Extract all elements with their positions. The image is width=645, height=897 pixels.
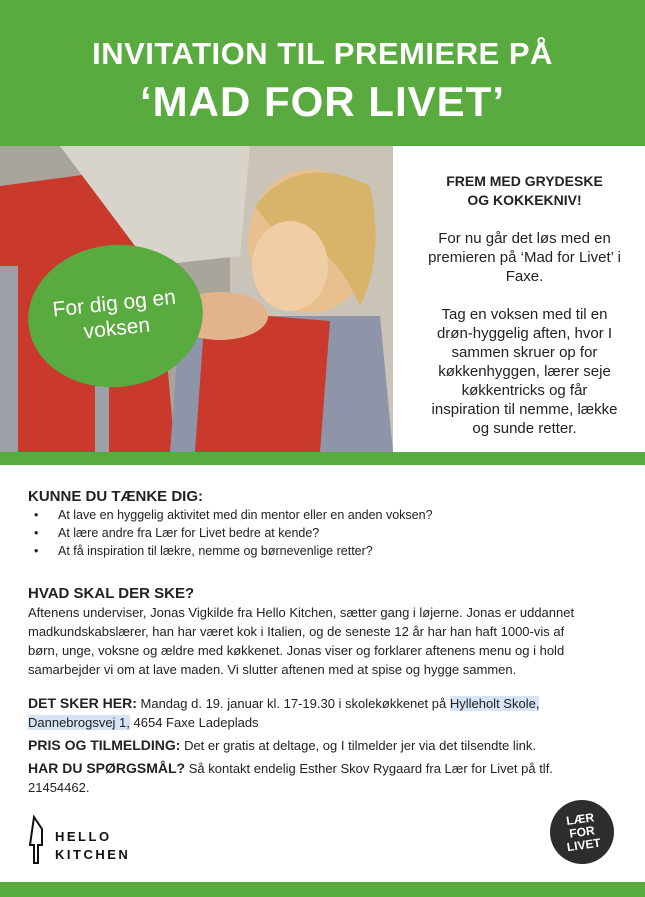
intro-panel [402, 172, 645, 457]
laer-for-livet-logo [546, 796, 618, 868]
program-line-4: samarbejder vi om at lave maden. Vi slutter aftenen med at spise og hygge sammen. [28, 662, 517, 677]
title-line-2: ‘MAD FOR LIVET’ [140, 78, 505, 125]
when-text: Mandag d. 19. januar kl. 17-19.30 i skolekøkkenet på [136, 696, 450, 711]
wishes-heading: KUNNE DU TÆNKE DIG: [28, 488, 203, 505]
details-section [28, 694, 588, 797]
wishes-list [28, 506, 588, 560]
list-item: • At lave en hyggelig aktivitet med din mentor eller en anden voksen? [53, 506, 588, 524]
title-banner [0, 0, 645, 146]
footer-band [0, 882, 645, 897]
question-text: Så kontakt endelig Esther Skov Rygaard fra Lær for Livet på tlf. [185, 761, 553, 776]
program-line-1: Aftenens underviser, Jonas Vigkilde fra Hello Kitchen, sætter gang i løjerne. Jonas er uddannet [28, 605, 575, 620]
when-line [28, 694, 588, 713]
badge-line-2: voksen [82, 313, 152, 344]
when-label: DET SKER HER: [28, 695, 137, 711]
title-line-1: INVITATION TIL PREMIERE PÅ [92, 36, 553, 71]
program-line-3: børn, unge, voksne og ældre med køkkenet. Jonas viser og forklarer aftenens menu og i hold [28, 643, 565, 658]
question-label: HAR DU SPØRGSMÅL? [28, 760, 186, 776]
program-section [28, 584, 588, 679]
intro-title-line-1: FREM MED GRYDESKE [446, 173, 603, 189]
lfl-line-2: FOR [568, 823, 596, 841]
list-item: • At få inspiration til lækre, nemme og børnevenlige retter? [53, 542, 588, 560]
badge-line-1: For dig og en [51, 285, 177, 322]
list-item: • At lære andre fra Lær for Livet bedre at kende? [53, 524, 588, 542]
program-line-2: madkundskabslærer, han har været kok i Italien, og de seneste 12 år har han haft 1000-vis af [28, 624, 565, 639]
divider-band [0, 452, 645, 465]
logo-line-kitchen: KITCHEN [55, 847, 131, 862]
logo-line-hello: HELLO [55, 829, 112, 844]
lfl-line-3: LIVET [565, 835, 602, 855]
hello-kitchen-logo [55, 828, 130, 864]
price-line [28, 736, 588, 755]
school-name: Hylleholt Skole, [449, 696, 540, 711]
intro-paragraph-1: For nu går det løs med en premieren på ‘Mad for Livet’ i Faxe. [428, 230, 621, 285]
phone-number: 21454462. [28, 780, 90, 795]
intro-paragraph-2: Tag en voksen med til en drøn-hyggelig aften, hvor I sammen skruer op for køkkenhyggen, lærer seje køkkentricks og får inspiration til nemme, lække og sunde retter. [431, 306, 618, 437]
street-address: Dannebrogsvej 1, [28, 715, 130, 730]
question-line [28, 759, 588, 778]
price-label: PRIS OG TILMELDING: [28, 737, 181, 753]
address-line [28, 713, 588, 732]
wishes-section [28, 487, 588, 560]
program-heading: HVAD SKAL DER SKE? [28, 585, 195, 602]
price-text: Det er gratis at deltage, og I tilmelder jer via det tilsendte link. [180, 738, 536, 753]
postal-address: 4654 Faxe Ladeplads [129, 715, 259, 730]
intro-title-line-2: OG KOKKEKNIV! [467, 192, 582, 208]
lfl-line-1: LÆR [565, 810, 596, 829]
